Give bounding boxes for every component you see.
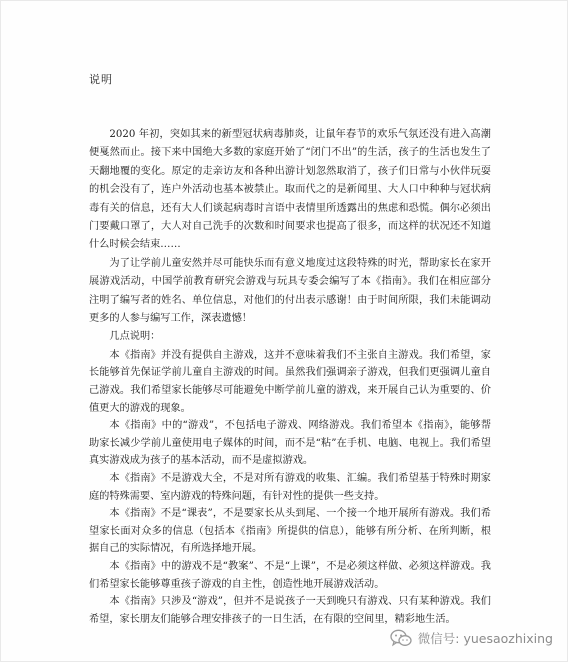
paragraph-note-3: 本《指南》不是游戏大全，不是对所有游戏的收集、汇编。我们希望基于特殊时期家庭的特殊需要、室内游戏的特殊问题，有针对性的提供一些支持。	[89, 473, 491, 502]
paragraph-note-4: 本《指南》不是“课表”，不是要家长从头到尾、一个接一个地开展所有游戏。我们希望家长面对众多的信息（包括本《指南》所提供的信息），能够有所分析、在所判断，根据自己的实际情况，有所选择地开展。	[89, 508, 491, 555]
paragraph-note-1: 本《指南》并没有提供自主游戏，这并不意味着我们不主张自主游戏。我们希望，家长能够首先保证学前儿童自主游戏的时间。虽然我们强调亲子游戏，但我们更强调儿童自己游戏。我们希望家长能够尽可能避免中断学前儿童的游戏，来开展自己认为重要的、价值更大的游戏的现象。	[89, 349, 491, 414]
paragraph-intro: 2020 年初，突如其来的新型冠状病毒肺炎，让鼠年春节的欢乐气氛还没有进入高潮便戛然而止。接下来中国绝大多数的家庭开始了“闭门不出”的生活，孩子的生活也发生了天翻地覆的变化。原定的走亲访友和各种出游计划忽然取消了，孩子们日常与小伙伴玩耍的机会没有了，连户外活动也基本被禁止。取而代之的是新闻里、大人口中种种与冠状病毒有关的信息，还有大人们谈起病毒时言语中表情里所透露出的焦虑和恐慌。偶尔必须出门要戴口罩了，大人对自己洗手的次数和时间要求也提高了很多，而这样的状况还不知道什么时候会结束……	[89, 129, 491, 251]
watermark	[390, 629, 553, 647]
paragraph-purpose: 为了让学前儿童安然并尽可能快乐而有意义地度过这段特殊的时光，帮助家长在家开展游戏活动，中国学前教育研究会游戏与玩具专委会编写了本《指南》。我们在相应部分注明了编写者的姓名、单位信息，对他们的付出表示感谢！由于时间所限，我们未能调动更多的人参与编写工作，深表遗憾！	[89, 257, 491, 325]
watermark-text: 微信号: yuesaozhixing	[417, 631, 553, 646]
document-heading: 说明	[89, 73, 113, 86]
paragraph-notes-heading: 几点说明：	[109, 331, 161, 343]
paragraph-note-6: 本《指南》只涉及“游戏”，但并不是说孩子一天到晚只有游戏、只有某种游戏。我们希望，家长朋友们能够合理安排孩子的一日生活，在有限的空间里，精彩地生活。	[89, 596, 491, 625]
paragraph-note-5: 本《指南》中的游戏不是“教案”、不是“上课”，不是必须这样做、必须这样游戏。我们希望家长能够尊重孩子游戏的自主性，创造性地开展游戏活动。	[89, 561, 491, 590]
paragraph-note-2: 本《指南》中的“游戏”，不包括电子游戏、网络游戏。我们希望本《指南》，能够帮助家长减少学前儿童使用电子媒体的时间，而不是“粘”在手机、电脑、电视上。我们希望真实游戏成为孩子的基本活动，而不是虚拟游戏。	[89, 420, 491, 467]
wechat-icon	[390, 629, 412, 647]
document-body	[89, 126, 491, 628]
